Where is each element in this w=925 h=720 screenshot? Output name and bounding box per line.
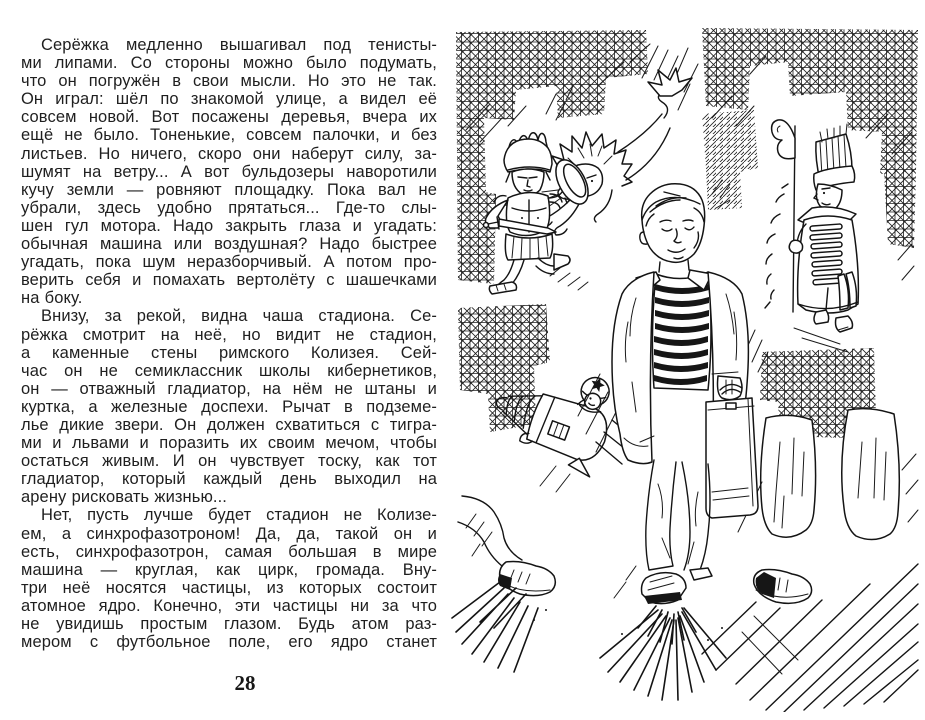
text-line: арену рисковать жизнью... [21,488,227,507]
boy-figure [578,180,768,700]
text-line: совсем новой. Вот посажены деревья, вчера их [21,108,437,127]
text-line: ещё не было. Тоненькие, совсем палочки, и без [21,126,437,145]
story-text [21,36,437,651]
guard-figure [765,120,858,352]
text-line: Внизу, за рекой, видна чаша стадиона. Се- [41,307,437,326]
text-line: он — отважный гладиатор, на нём не штаны и [21,379,437,398]
text-line: а каменные стены римского Колизея. Сей- [21,343,437,362]
text-line: кучу земли — ровняют площадку. Пока вал не [21,180,437,199]
text-line: Серёжка медленно вышагивал под тенисты- [41,36,437,54]
text-line: что он погружён в свои мысли. Но это не так. [21,72,437,91]
text-line: шумят на ветру... А вот бульдозеры наворотили [21,162,437,181]
text-line: час он не семиклассник школы кибернетиков, [21,361,437,380]
text-line: есть, синхрофазотрон, самая большая в мире [21,542,437,561]
text-line: ми и львами и поразить их своим мечом, чтобы [21,434,437,453]
text-line: лье дикие звери. Он должен схватиться с тигра- [21,415,437,434]
pedestrian-legs-left [452,496,555,672]
text-line: Он играл: шёл по знакомой улице, а видел её [21,90,437,109]
text-line: ми липами. Со стороны можно было подумать, [21,54,437,73]
text-line: убрали, здесь удобно прятаться... Где-то слы- [21,198,437,217]
text-line: атомное ядро. Конечно, эти частицы ни за что [21,596,437,615]
text-line: куртка, а железные доспехи. Рычат в подземе- [21,397,437,416]
illustration [450,22,922,712]
text-line: угадать, пока шум неразборчивый. А потом про- [21,253,437,272]
page-number: 28 [234,671,256,695]
text-line: листьев. Но ничего, скоро они наберут силу, за- [21,144,437,163]
text-line: остаться живым. И он чувствует тоску, как тот [21,452,437,471]
text-line: рёжка смотрит на неё, но видит не стадион, [21,325,437,344]
text-line: верить себя и помахать вертолёту с шашечками [21,271,437,290]
text-line: обычная машина или воздушная? Надо быстрее [21,235,437,254]
text-line: на боку. [21,289,83,308]
text-line: шен гул мотора. Надо закрыть глаза и угадать: [21,216,437,235]
text-line: мером с футбольное поле, его ядро станет [21,633,437,652]
text-line: не увидишь простым глазом. Будь атом раз- [21,615,437,633]
text-line: три неё носятся частицы, из которых состоит [21,578,437,597]
text-line: машина — круглая, как цирк, громада. Вну- [21,560,437,579]
text-line: ем, а синхрофазотроном! Да, да, такой он и [21,524,437,543]
text-line: Нет, пусть лучше будет стадион не Колизе- [41,506,437,525]
text-line: гладиатор, который каждый день выходил на [21,470,437,489]
